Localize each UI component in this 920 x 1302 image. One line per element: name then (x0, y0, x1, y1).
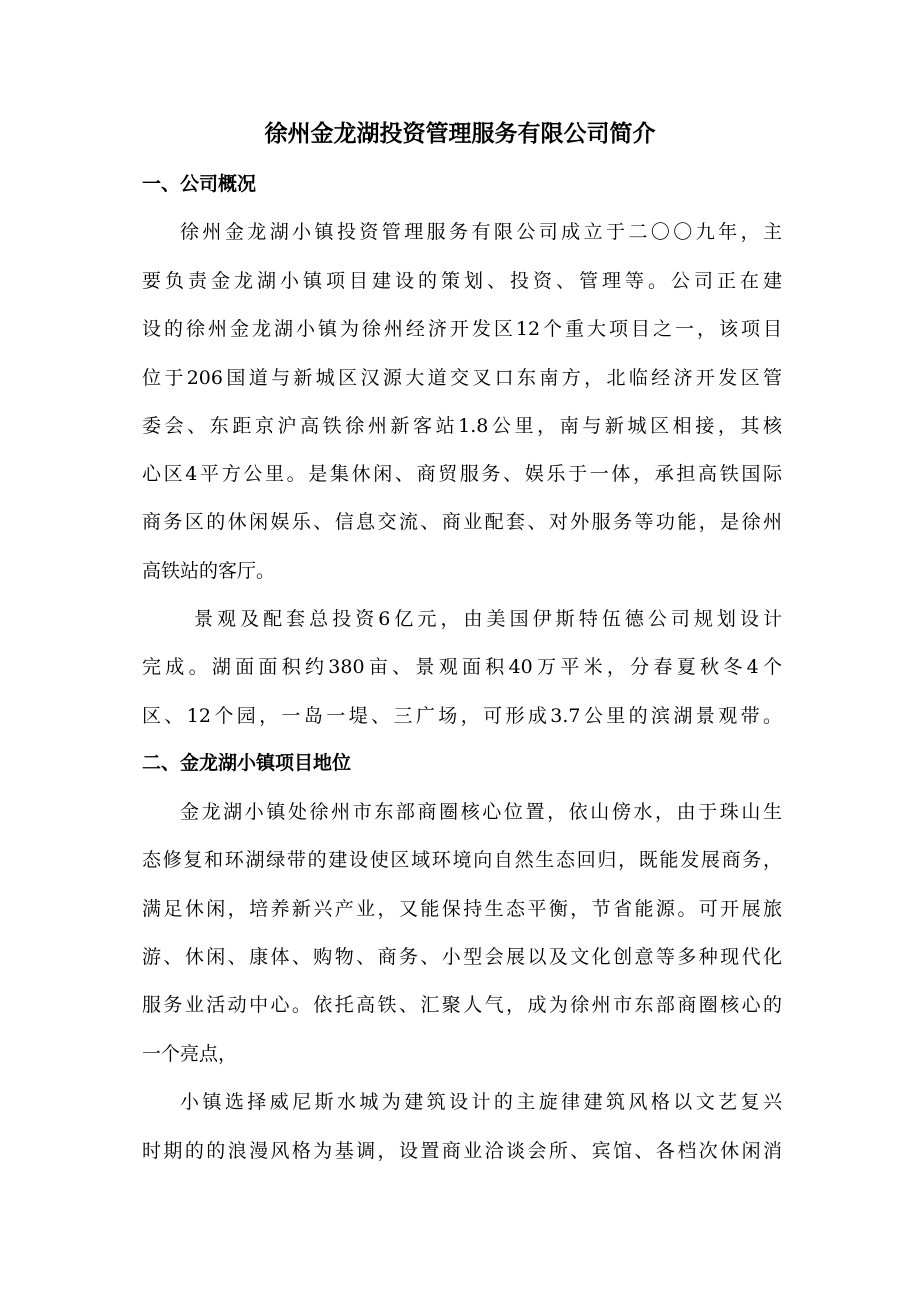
document-title: 徐州金龙湖投资管理服务有限公司简介 (264, 121, 656, 147)
section-heading-project-status: 二、金龙湖小镇项目地位 (142, 752, 352, 774)
text-line: 景观及配套总投资6亿元，由美国伊斯特伍德公司规划设计 (194, 608, 782, 630)
text-line: 小镇选择威尼斯水城为建筑设计的主旋律建筑风格以文艺复兴 (180, 1091, 782, 1113)
text-line: 态修复和环湖绿带的建设使区域环境向自然生态回归，既能发展商务， (142, 849, 782, 871)
section-heading-overview: 一、公司概况 (142, 173, 257, 195)
text-line: 服务业活动中心。依托高铁、汇聚人气，成为徐州市东部商圈核心的 (142, 994, 782, 1016)
text-line: 商务区的休闲娱乐、信息交流、商业配套、对外服务等功能，是徐州 (142, 511, 782, 533)
text-line: 委会、东距京沪高铁徐州新客站1.8公里，南与新城区相接，其核 (142, 415, 782, 437)
text-line: 游、休闲、康体、购物、商务、小型会展以及文化创意等多种现代化 (142, 946, 782, 968)
text-line: 完成。湖面面积约380亩、景观面积40万平米，分春夏秋冬4个 (142, 656, 782, 678)
text-line: 徐州金龙湖小镇投资管理服务有限公司成立于二〇〇九年，主 (180, 221, 782, 243)
text-line: 金龙湖小镇处徐州市东部商圈核心位置，依山傍水，由于珠山生 (180, 801, 782, 823)
text-line: 一个亮点， (142, 1043, 238, 1065)
text-line: 设的徐州金龙湖小镇为徐州经济开发区12个重大项目之一，该项目 (142, 318, 782, 340)
text-line: 时期的的浪漫风格为基调，设置商业洽谈会所、宾馆、各档次休闲消 (142, 1140, 782, 1162)
text-line: 位于206国道与新城区汉源大道交叉口东南方，北临经济开发区管 (142, 367, 782, 389)
text-line: 要负责金龙湖小镇项目建设的策划、投资、管理等。公司正在建 (142, 270, 782, 292)
text-line: 区、12个园，一岛一堤、三广场，可形成3.7公里的滨湖景观带。 (142, 705, 782, 727)
text-line: 心区4平方公里。是集休闲、商贸服务、娱乐于一体，承担高铁国际 (142, 463, 782, 485)
text-line: 满足休闲，培养新兴产业，又能保持生态平衡，节省能源。可开展旅 (142, 898, 782, 920)
text-line: 高铁站的客厅。 (142, 560, 276, 582)
